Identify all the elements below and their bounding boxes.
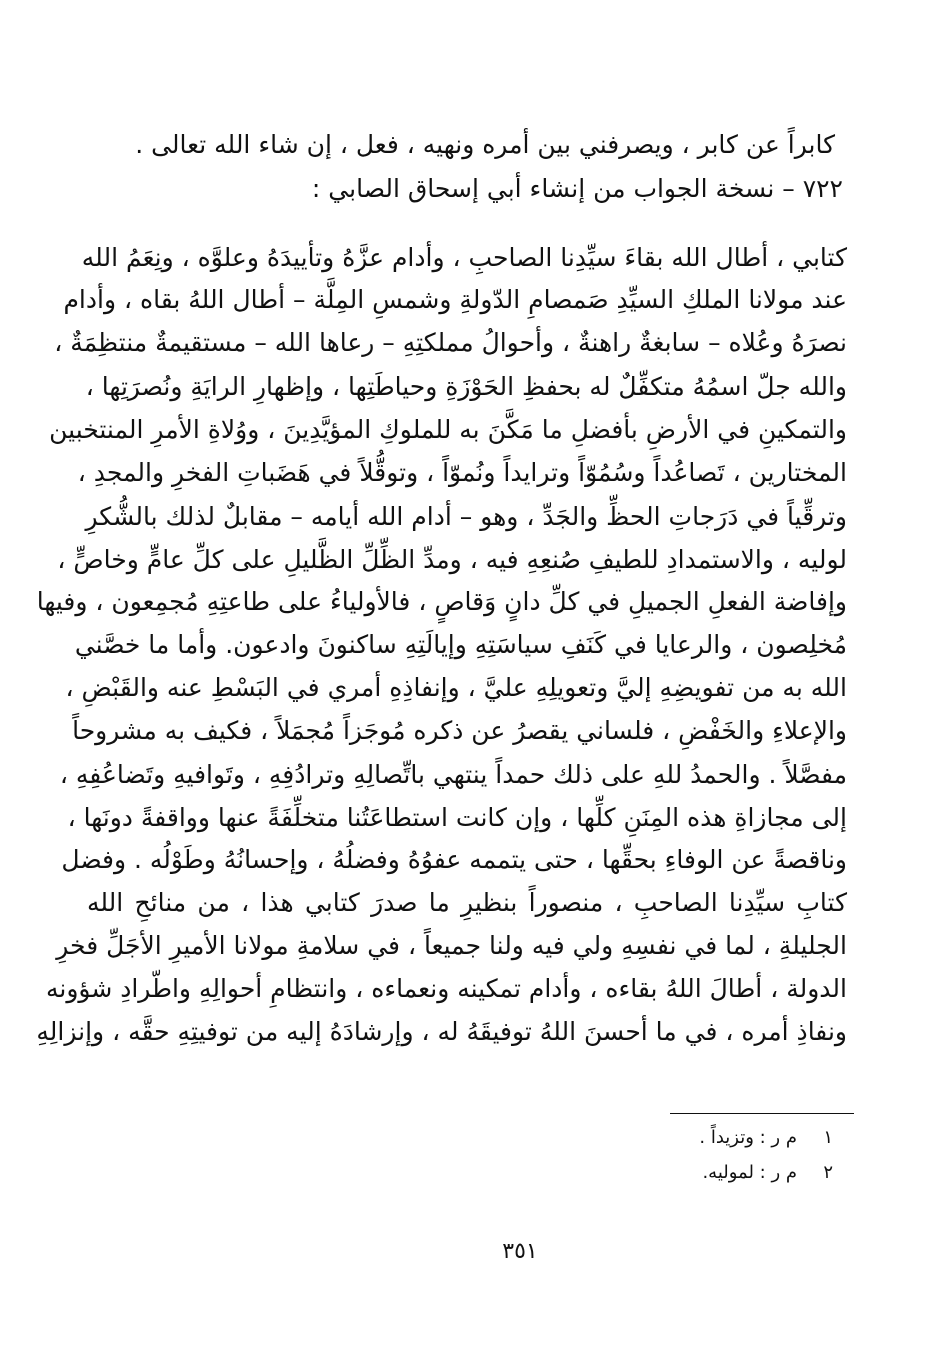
section-heading: ٧٢٢ – نسخة الجواب من إنشاء أبي إسحاق الصابي : [311, 174, 843, 203]
text-line: الدولة ، أطالَ اللهُ بقاءه ، وأدام تمكينه ونعماءه ، وانتظامِ أحوالِهِ واطّرادِ شؤونه [45, 974, 847, 1003]
text-line: كتابي ، أطال الله بقاءَ سيِّدِنا الصاحبِ ، وأدام عزَّهُ وتأييدَهُ وعلوَّه ، ونِعَمُ الله [81, 243, 847, 272]
text-line: والله جلّ اسمُهُ متكفِّلٌ له بحفظِ الحَوْزَةِ وحياطَتِها ، وإظهارِ الرايَةِ ونُصرَتِها ، [85, 372, 847, 401]
footnote-text: م ر : وتزيداً . [699, 1127, 797, 1148]
text-line: الله به من تفويضِهِ إليَّ وتعويلِهِ عليَّ ، وإنفاذِهِ أمري في البَسْطِ عنه والقَبْضِ ، [65, 673, 847, 702]
text-line: والإعلاءِ والخَفْضِ ، فلساني يقصرُ عن ذكره مُوجَزاً مُجمَلاً ، فكيف به مشروحاً [72, 716, 847, 745]
text-line: لوليه ، والاستمدادِ للطيفِ صُنعِهِ فيه ، ومدِّ الظِّلِّ الظَّليلِ على كلِّ عامٍّ وخاصٍّ ، [57, 545, 847, 574]
text-line: وترقِّياً في دَرَجاتِ الحظِّ والجَدِّ ، وهو – أدام الله أيامه – مقابلٌ لذلك بالشُّكرِ [85, 502, 847, 531]
text-line: وإفاضة الفعلِ الجميلِ في كلِّ دانٍ وَقاصٍ ، فالأولياءُ على طاعتِهِ مُجمِعون ، وفيها [36, 587, 847, 616]
text-line: مفصَّلاً . والحمدُ للهِ على ذلك حمداً ينتهي باتِّصالِهِ وترادُفِهِ ، وتَوافيهِ وتَضاعُفِهِ ، [59, 760, 847, 789]
text-line: نصرَهُ وعُلاه – سابغةٌ راهنةٌ ، وأحوالُ مملكتِهِ – رعاها الله – مستقيمةٌ منتظِمَةٌ ، [54, 328, 847, 357]
footnote-text: م ر : لموليه. [702, 1162, 797, 1183]
footnote-number: ١ [823, 1127, 833, 1148]
text-line: ونفاذِ أمره ، في ما أحسنَ اللهُ توفيقَهُ له ، وإرشادَهُ إليه من توفيتِهِ حقَّه ، وإنزالِهِ [36, 1017, 847, 1046]
footnote-separator [670, 1113, 854, 1114]
page-number: ٣٥١ [502, 1239, 538, 1264]
footnote [699, 1126, 833, 1150]
text-line: إلى مجازاةِ هذه المِنَنِ كلِّها ، وإن كانت استطاعَتُنا متخلِّفَةً عنها وواقفةً دونَها ، [67, 803, 847, 832]
footnote-number: ٢ [823, 1162, 833, 1183]
text-line: مُخلِصون ، والرعايا في كَنَفِ سياسَتِهِ وإيالَتِهِ ساكنونَ وادعون. وأما ما خصَّني [74, 630, 847, 659]
footnote [702, 1161, 833, 1185]
text-line: كابراً عن كابر ، ويصرفني بين أمره ونهيه ، فعل ، إن شاء الله تعالى . [135, 130, 835, 159]
text-line: عند مولانا الملكِ السيِّدِ صَمصامِ الدّولةِ وشمسِ المِلَّة – أطال اللهُ بقاه ، وأدام [63, 285, 847, 314]
text-line: وناقصةً عن الوفاءِ بحقِّها ، حتى يتممه عفوُهُ وفضلُهُ ، وإحسانُهُ وطَوْلُه . وفضل [61, 845, 847, 874]
text-line: الجليلةِ ، لما في نفسِهِ ولي فيه ولنا جميعاً ، في سلامةِ مولانا الأميرِ الأجَلِّ فخرِ [56, 931, 847, 960]
text-line: والتمكينِ في الأرضِ بأفضلِ ما مَكَّنَ به للملوكِ المؤيَّدِينَ ، ووُلاةِ الأمرِ المنتخبين [49, 415, 847, 444]
text-line: المختارين ، تَصاعُداً وسُمُوّاً وترايداً ونُموّاً ، وتوقُّلاً في هَضَباتِ الفخرِ والمجدِ ، [77, 458, 847, 487]
text-line: كتابِ سيِّدِنا الصاحبِ ، منصوراً بنظيرِ ما صدرَ كتابي هذا ، من منائحِ الله [87, 888, 847, 917]
